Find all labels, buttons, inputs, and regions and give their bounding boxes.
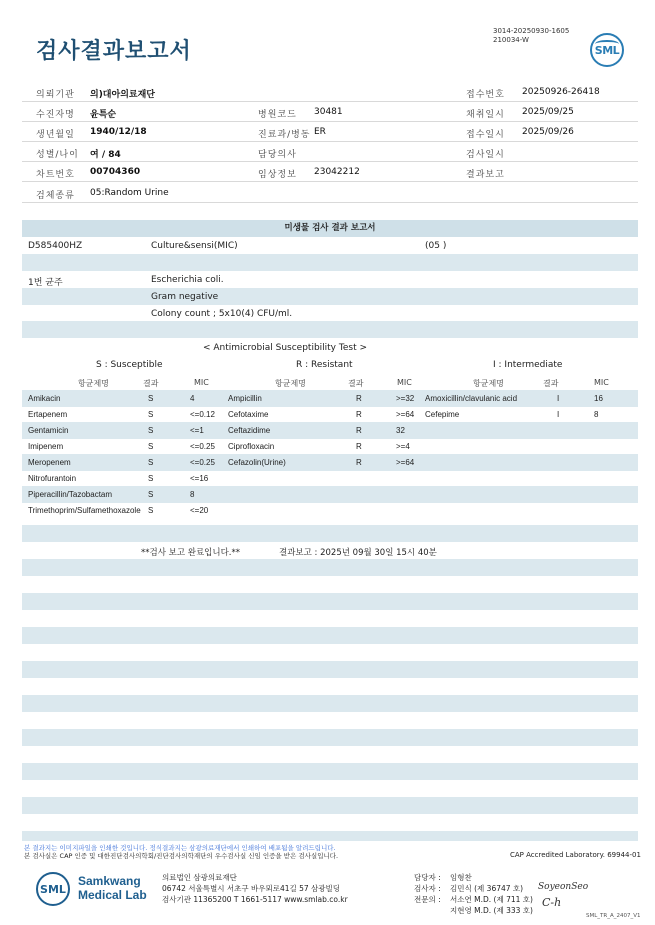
field-value: 윤특순 bbox=[90, 110, 117, 120]
signature: C-h bbox=[542, 896, 562, 909]
ast-drug: Amikacin bbox=[28, 394, 61, 403]
samkwang-logo: SML bbox=[36, 872, 70, 906]
lab-name: Samkwang Medical Lab bbox=[78, 874, 147, 902]
page-title: 검사결과보고서 bbox=[36, 39, 192, 64]
ast-mic: 4 bbox=[190, 394, 195, 403]
ast-mic: <=1 bbox=[190, 426, 204, 435]
column-header: 항균제명 bbox=[78, 379, 109, 388]
ast-drug: Ertapenem bbox=[28, 410, 68, 419]
ast-mic: 8 bbox=[594, 410, 599, 419]
ast-mic: 8 bbox=[190, 490, 195, 499]
field-value: ER bbox=[314, 127, 326, 137]
ast-mic: <=0.25 bbox=[190, 458, 215, 467]
column-header: 결과 bbox=[143, 379, 159, 388]
legend-resistant: R : Resistant bbox=[296, 360, 353, 370]
report-time: 결과보고 : 2025년 09월 30일 15시 40분 bbox=[279, 548, 437, 558]
column-header: 결과 bbox=[348, 379, 364, 388]
field-value: 의)대아의료재단 bbox=[90, 90, 155, 100]
ast-result: S bbox=[148, 410, 154, 419]
cap-certification-note: 본 검사실은 CAP 인증 및 대한진단검사의학회/진단검사의학재단의 우수검사실 신임 인증을 받은 검사실입니다. bbox=[24, 852, 339, 860]
column-header: MIC bbox=[397, 378, 412, 387]
ast-result: I bbox=[557, 394, 560, 403]
field-value: 20250926-26418 bbox=[522, 87, 600, 97]
field-label: 성별/나이 bbox=[36, 150, 79, 160]
ast-mic: <=20 bbox=[190, 506, 209, 515]
band bbox=[22, 486, 638, 503]
field-value: 30481 bbox=[314, 107, 343, 117]
organism-label: 1번 균주 bbox=[28, 278, 63, 288]
test-num: (05 ) bbox=[425, 241, 447, 251]
ast-mic: >=32 bbox=[396, 394, 415, 403]
organism-line: Escherichia coli. bbox=[151, 275, 224, 285]
band bbox=[22, 254, 638, 271]
ast-drug: Imipenem bbox=[28, 442, 64, 451]
field-value: 1940/12/18 bbox=[90, 127, 147, 137]
column-header: MIC bbox=[594, 378, 609, 387]
ast-drug: Gentamicin bbox=[28, 426, 69, 435]
field-label: 차트번호 bbox=[36, 170, 75, 180]
band bbox=[22, 831, 638, 841]
ast-result: R bbox=[356, 442, 362, 451]
ast-drug: Trimethoprim/Sulfamethoxazole bbox=[28, 506, 141, 515]
band bbox=[22, 729, 638, 746]
field-label: 임상정보 bbox=[258, 170, 297, 180]
ast-result: R bbox=[356, 394, 362, 403]
ast-result: S bbox=[148, 426, 154, 435]
band bbox=[22, 627, 638, 644]
ast-drug: Piperacillin/Tazobactam bbox=[28, 490, 113, 499]
ast-drug: Ceftazidime bbox=[228, 426, 271, 435]
field-label: 수진자명 bbox=[36, 110, 75, 120]
signature: SoyeonSeo bbox=[538, 882, 589, 892]
band bbox=[22, 422, 638, 439]
field-label: 의뢰기관 bbox=[36, 90, 75, 100]
field-label: 채취일시 bbox=[466, 110, 505, 120]
ast-mic: <=0.12 bbox=[190, 410, 215, 419]
column-header: 항균제명 bbox=[275, 379, 306, 388]
band bbox=[22, 661, 638, 678]
ast-mic: <=16 bbox=[190, 474, 209, 483]
ast-mic: 16 bbox=[594, 394, 603, 403]
ast-drug: Cefotaxime bbox=[228, 410, 269, 419]
ast-result: S bbox=[148, 474, 154, 483]
ast-drug: Cefazolin(Urine) bbox=[228, 458, 286, 467]
form-version: SML_TR_A_2407_V1 bbox=[586, 913, 641, 919]
ast-drug: Amoxicillin/clavulanic acid bbox=[425, 394, 518, 403]
band bbox=[22, 593, 638, 610]
band bbox=[22, 763, 638, 780]
ast-drug: Ampicillin bbox=[228, 394, 262, 403]
band bbox=[22, 695, 638, 712]
field-value: 05:Random Urine bbox=[90, 188, 169, 198]
ast-drug: Nitrofurantoin bbox=[28, 474, 77, 483]
ast-result: S bbox=[148, 394, 154, 403]
header-row bbox=[22, 82, 638, 102]
ast-result: R bbox=[356, 410, 362, 419]
organism-line: Gram negative bbox=[151, 292, 219, 302]
header-row bbox=[22, 102, 638, 122]
band bbox=[22, 559, 638, 576]
test-name: Culture&sensi(MIC) bbox=[151, 241, 238, 251]
field-label: 병원코드 bbox=[258, 110, 297, 120]
legend-intermediate: I : Intermediate bbox=[493, 360, 563, 370]
field-label: 진료과/병동 bbox=[258, 130, 311, 140]
field-label: 생년월일 bbox=[36, 130, 75, 140]
band bbox=[22, 288, 638, 305]
band bbox=[22, 390, 638, 407]
signatories: 담당자 : 임형찬 검사자 : 김민식 (제 36747 호) 전문의 : 서소연 M.D. (제 711 호) 지현영 M.D. (제 333 호) bbox=[414, 873, 533, 915]
ast-mic: 32 bbox=[396, 426, 405, 435]
column-header: MIC bbox=[194, 378, 209, 387]
ast-title: < Antimicrobial Susceptibility Test > bbox=[203, 343, 367, 353]
band bbox=[22, 797, 638, 814]
header-row bbox=[22, 183, 638, 203]
header-row bbox=[22, 122, 638, 142]
ast-result: S bbox=[148, 506, 154, 515]
cap-number: CAP Accredited Laboratory. 69944-01 bbox=[510, 851, 641, 859]
ast-mic: >=64 bbox=[396, 410, 415, 419]
header-row bbox=[22, 162, 638, 182]
ast-result: R bbox=[356, 426, 362, 435]
field-label: 결과보고 bbox=[466, 170, 505, 180]
field-value: 2025/09/25 bbox=[522, 107, 574, 117]
column-header: 항균제명 bbox=[473, 379, 504, 388]
ast-mic: <=0.25 bbox=[190, 442, 215, 451]
band bbox=[22, 321, 638, 338]
field-value: 00704360 bbox=[90, 167, 141, 177]
ast-result: S bbox=[148, 442, 154, 451]
report-section-title: 미생물 검사 결과 보고서 bbox=[22, 220, 638, 237]
document-id: 3014-20250930-1605 210034-W bbox=[493, 27, 570, 44]
organism-line: Colony count ; 5x10(4) CFU/ml. bbox=[151, 309, 293, 319]
field-value: 23042212 bbox=[314, 167, 360, 177]
ast-result: S bbox=[148, 458, 154, 467]
ast-result: R bbox=[356, 458, 362, 467]
ast-mic: >=4 bbox=[396, 442, 410, 451]
band bbox=[22, 454, 638, 471]
field-label: 담당의사 bbox=[258, 150, 297, 160]
ast-drug: Ciprofloxacin bbox=[228, 442, 275, 451]
image-copy-note: 본 결과지는 이미지파일을 인쇄한 것입니다. 정식결과지는 삼광의료재단에서 인쇄하여 배포됨을 알려드립니다. bbox=[24, 844, 336, 852]
field-label: 검사일시 bbox=[466, 150, 505, 160]
header-row bbox=[22, 142, 638, 162]
ast-drug: Meropenem bbox=[28, 458, 71, 467]
field-value: 2025/09/26 bbox=[522, 127, 574, 137]
band bbox=[22, 525, 638, 542]
ast-drug: Cefepime bbox=[425, 410, 460, 419]
lab-address: 의료법인 삼광의료재단 06742 서울특별시 서초구 바우뫼로41길 57 삼광빌딩 검사기관 11365200 T 1661-5117 www.smlab.co.kr bbox=[162, 873, 348, 904]
column-header: 결과 bbox=[543, 379, 559, 388]
ast-result: I bbox=[557, 410, 560, 419]
field-label: 검체종류 bbox=[36, 191, 75, 201]
test-code: D585400HZ bbox=[28, 241, 83, 251]
complete-text: **검사 보고 완료입니다.** bbox=[141, 548, 241, 558]
field-value: 여 / 84 bbox=[90, 150, 121, 160]
field-label: 접수번호 bbox=[466, 90, 505, 100]
ast-result: S bbox=[148, 490, 154, 499]
legend-susceptible: S : Susceptible bbox=[96, 360, 163, 370]
field-label: 접수일시 bbox=[466, 130, 505, 140]
ast-mic: >=64 bbox=[396, 458, 415, 467]
sml-logo: SML bbox=[590, 33, 624, 67]
